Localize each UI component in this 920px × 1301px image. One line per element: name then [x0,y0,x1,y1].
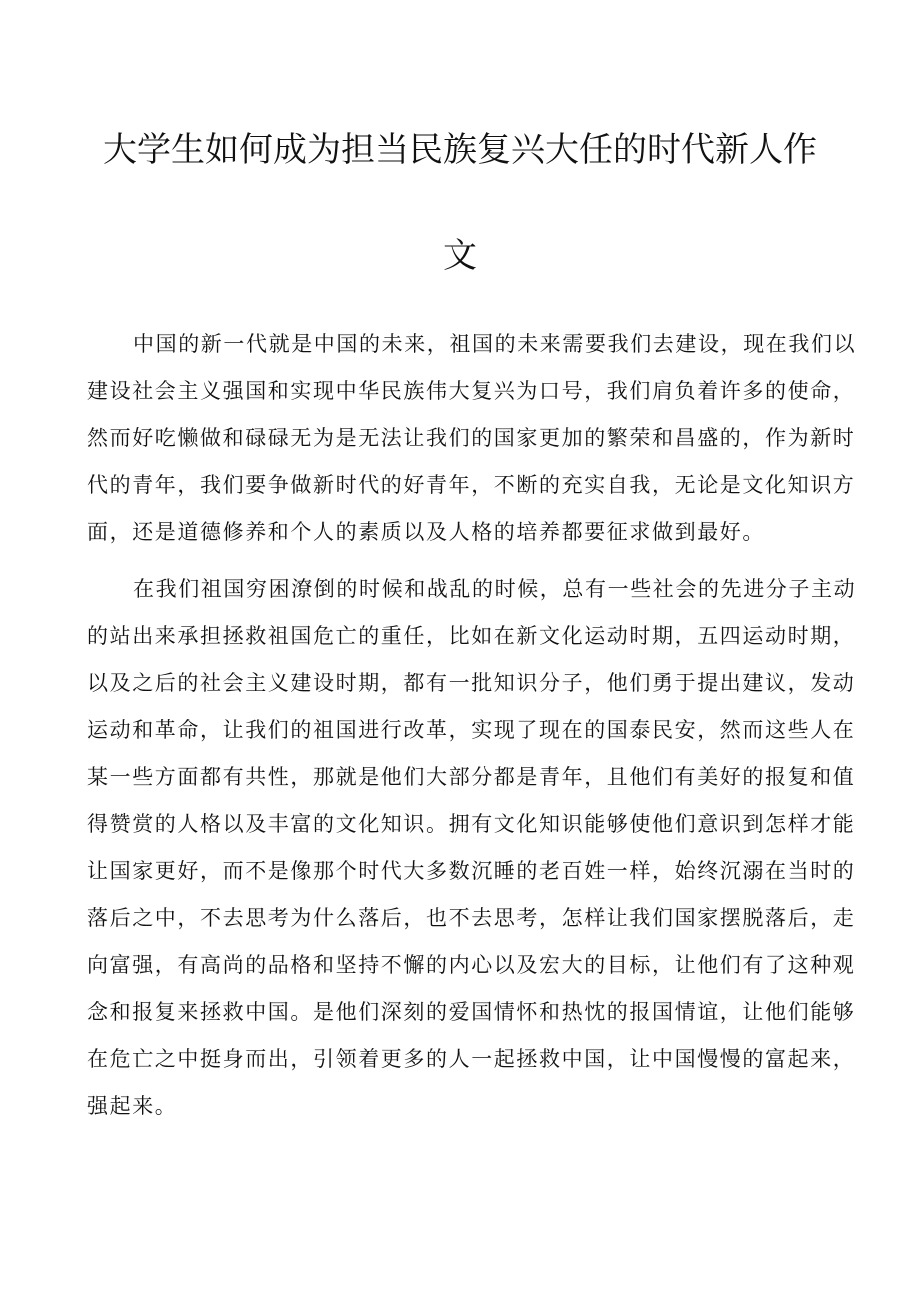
paragraph-2-line-1: 在我们祖国穷困潦倒的时候和战乱的时候，总有一些社会的先进分子主动 [133,577,857,601]
paragraph-2-line-10: 念和报复来拯救中国。是他们深刻的爱国情怀和热忱的报国情谊，让他们能够 [87,1000,856,1024]
paragraph-2-line-7: 让国家更好，而不是像那个时代大多数沉睡的老百姓一样，始终沉溺在当时的 [87,859,856,883]
document-title-line-1: 大学生如何成为担当民族复兴大任的时代新人作 [103,130,817,170]
paragraph-2-line-8: 落后之中，不去思考为什么落后，也不去思考，怎样让我们国家摆脱落后，走 [87,906,856,930]
paragraph-1-line-2: 建设社会主义强国和实现中华民族伟大复兴为口号，我们肩负着许多的使命， [87,379,856,403]
paragraph-2-line-4: 运动和革命，让我们的祖国进行改革，实现了现在的国泰民安，然而这些人在 [87,718,856,742]
paragraph-2-line-5: 某一些方面都有共性，那就是他们大部分都是青年，且他们有美好的报复和值 [87,765,856,789]
paragraph-1-line-1: 中国的新一代就是中国的未来，祖国的未来需要我们去建设，现在我们以 [133,332,857,356]
paragraph-1-line-3: 然而好吃懒做和碌碌无为是无法让我们的国家更加的繁荣和昌盛的，作为新时 [87,426,856,450]
paragraph-2-line-3: 以及之后的社会主义建设时期，都有一批知识分子，他们勇于提出建议，发动 [87,671,856,695]
paragraph-2-line-6: 得赞赏的人格以及丰富的文化知识。拥有文化知识能够使他们意识到怎样才能 [87,812,856,836]
paragraph-2-line-2: 的站出来承担拯救祖国危亡的重任，比如在新文化运动时期，五四运动时期， [87,624,856,648]
paragraph-2-line-9: 向富强，有高尚的品格和坚持不懈的内心以及宏大的目标，让他们有了这种观 [87,953,856,977]
paragraph-1-line-5: 面，还是道德修养和个人的素质以及人格的培养都要征求做到最好。 [87,520,765,544]
paragraph-2-line-12: 强起来。 [87,1094,178,1118]
document-title-line-2: 文 [443,236,477,276]
paragraph-1-line-4: 代的青年，我们要争做新时代的好青年，不断的充实自我，无论是文化知识方 [87,473,856,497]
paragraph-2-line-11: 在危亡之中挺身而出，引领着更多的人一起拯救中国，让中国慢慢的富起来， [87,1047,856,1071]
